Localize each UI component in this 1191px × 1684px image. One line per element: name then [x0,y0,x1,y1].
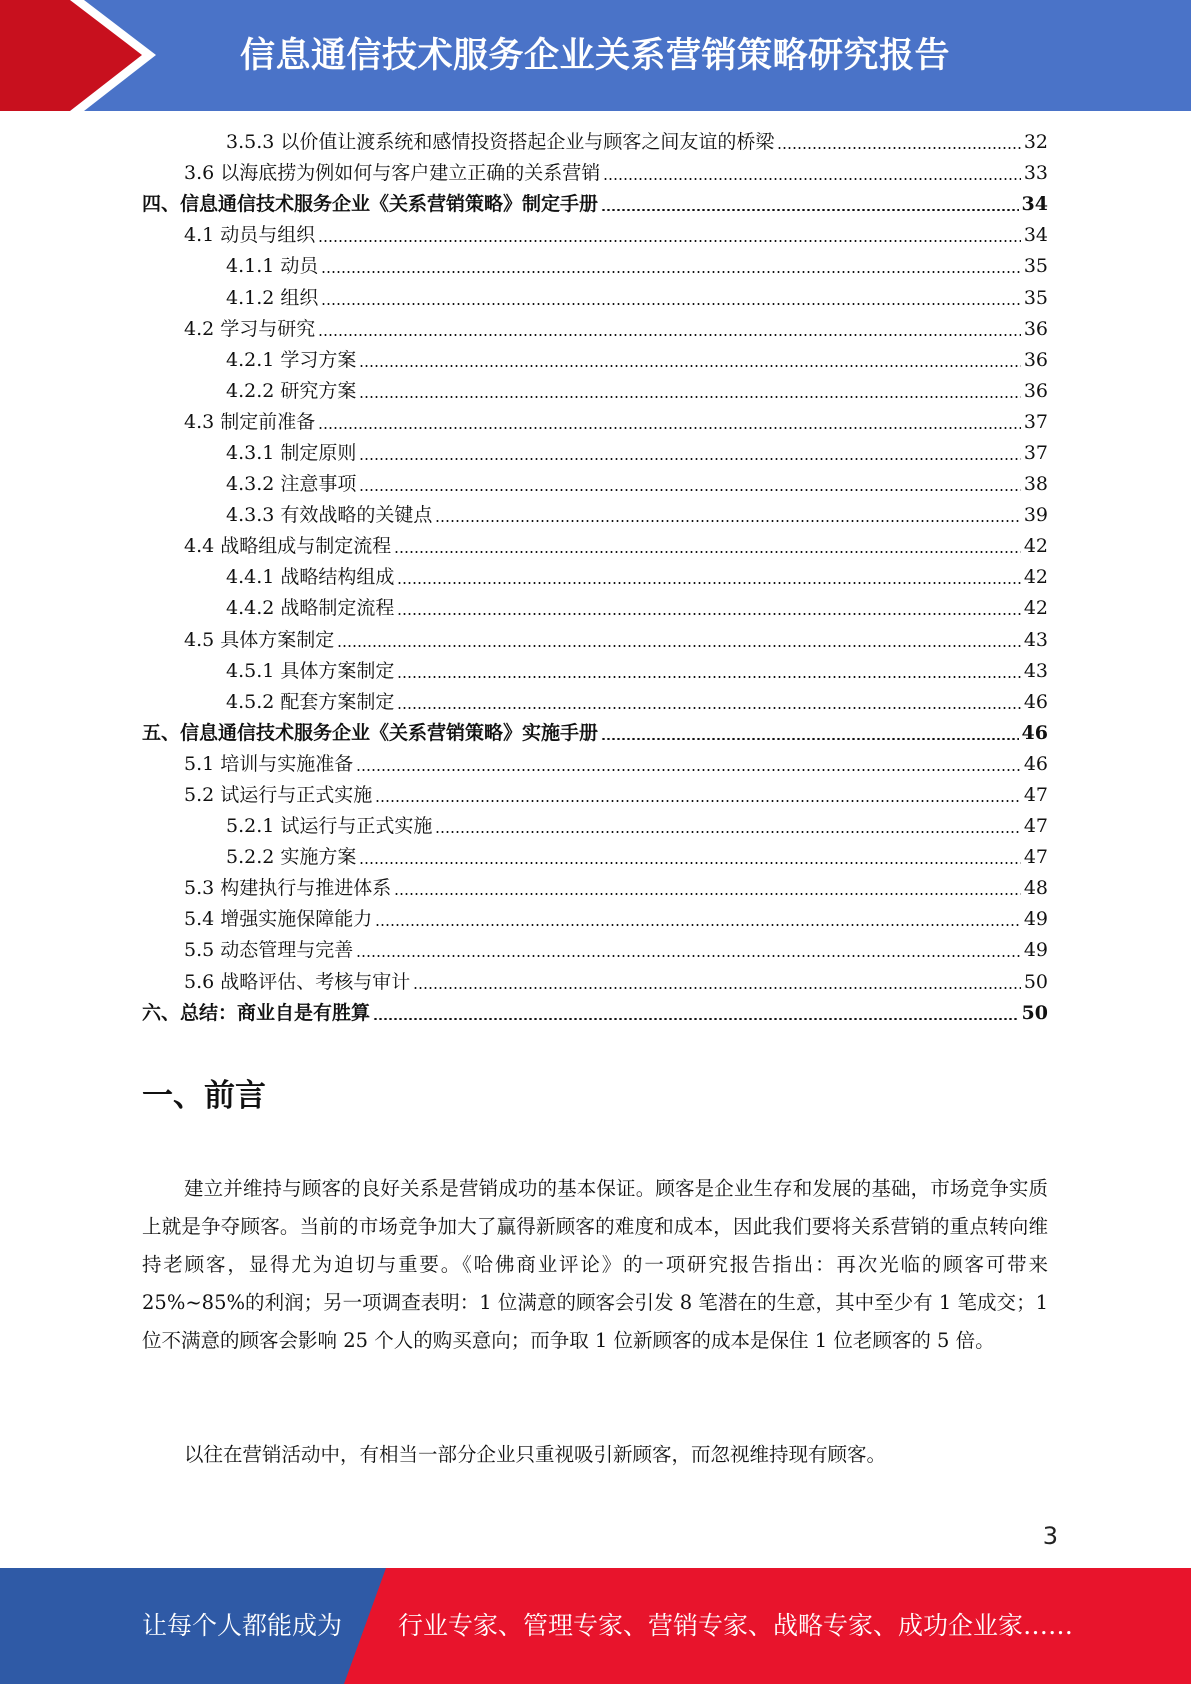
toc-entry-title: 4.5 具体方案制定 [184,628,335,651]
toc-dot-leader [321,303,1020,305]
toc-entry-title: 4.4.1 战略结构组成 [226,566,395,589]
footer-slogan-right: 行业专家、管理专家、营销专家、战略专家、成功企业家…… [398,1611,1074,1640]
toc-entry[interactable] [142,687,1048,718]
toc-dot-leader [397,707,1020,709]
toc-entry-page: 37 [1023,410,1048,433]
toc-entry-page: 47 [1023,846,1048,869]
toc-entry[interactable] [142,967,1048,998]
toc-entry-page: 47 [1023,815,1048,838]
toc-entry-title: 5.4 增强实施保障能力 [184,908,373,931]
toc-entry-title: 4.4 战略组成与制定流程 [184,535,392,558]
toc-entry-title: 4.2.1 学习方案 [226,348,357,371]
toc-entry-title: 四、信息通信技术服务企业《关系营销策略》制定手册 [142,193,599,216]
body-paragraph: 建立并维持与顾客的良好关系是营销成功的基本保证。顾客是企业生存和发展的基础，市场竞争实质上就是争夺顾客。当前的市场竞争加大了赢得新顾客的难度和成本，因此我们要将关系营销的重点转向维持老顾客，显得尤为迫切与重要。《哈佛商业评论》的一项研究报告指出：再次光临的顾客可带来 25%~85%的利润；另一项调查表明：1 位满意的顾客会引发 8 笔潜在的生意，其中至少有 1 笔成交；1 位不满意的顾客会影响 25 个人的购买意向；而争取 1 位新顾客的成本是保住 1 位老顾客的 5 倍。 [142,1177,1048,1352]
toc-entry-page: 35 [1023,255,1048,278]
toc-dot-leader [359,489,1020,491]
toc-entry[interactable] [142,127,1048,158]
toc-entry-page: 47 [1023,784,1048,807]
toc-entry-page: 36 [1023,348,1048,371]
page-number: 3 [1042,1522,1058,1550]
toc-entry-title: 4.5.1 具体方案制定 [226,659,395,682]
toc-entry-title: 4.3.2 注意事项 [226,473,357,496]
page-header [0,0,1191,111]
toc-entry-page: 37 [1023,441,1048,464]
toc-entry-title: 4.1.2 组织 [226,286,319,309]
toc-entry-title: 5.2 试运行与正式实施 [184,784,373,807]
toc-entry[interactable] [142,935,1048,966]
toc-entry-page: 33 [1023,162,1048,185]
toc-entry-page: 50 [1021,1001,1048,1024]
toc-dot-leader [356,769,1021,771]
toc-entry-page: 43 [1023,628,1048,651]
toc-entry-page: 42 [1023,597,1048,620]
section-heading: 一、前言 [142,1078,266,1114]
toc-dot-leader [359,862,1020,864]
toc-dot-leader [318,427,1021,429]
toc-dot-leader [435,831,1020,833]
toc-dot-leader [601,738,1019,740]
toc-entry-title: 4.1.1 动员 [226,255,319,278]
toc-entry-page: 49 [1023,908,1048,931]
toc-entry[interactable] [142,780,1048,811]
toc-entry-title: 五、信息通信技术服务企业《关系营销策略》实施手册 [142,721,599,744]
toc-entry[interactable] [142,407,1048,438]
toc-entry[interactable] [142,220,1048,251]
toc-dot-leader [321,271,1020,273]
toc-entry-title: 4.3.1 制定原则 [226,441,357,464]
toc-entry-page: 42 [1023,566,1048,589]
toc-entry-page: 49 [1023,939,1048,962]
toc-dot-leader [318,334,1021,336]
toc-entry-page: 48 [1023,877,1048,900]
toc-dot-leader [397,582,1020,584]
toc-dot-leader [397,613,1020,615]
toc-entry[interactable] [142,500,1048,531]
toc-dot-leader [359,396,1020,398]
toc-entry-page: 43 [1023,659,1048,682]
toc-dot-leader [373,1018,1019,1020]
toc-dot-leader [777,147,1020,149]
toc-entry[interactable] [142,842,1048,873]
toc-entry-page: 38 [1023,473,1048,496]
toc-entry-title: 4.4.2 战略制定流程 [226,597,395,620]
toc-entry-title: 4.2 学习与研究 [184,317,316,340]
toc-entry-page: 34 [1021,193,1048,216]
toc-entry[interactable] [142,873,1048,904]
toc-dot-leader [394,551,1021,553]
report-title: 信息通信技术服务企业关系营销策略研究报告 [240,36,951,76]
toc-entry-title: 3.5.3 以价值让渡系统和感情投资搭起企业与顾客之间友谊的桥梁 [226,131,775,154]
toc-entry-page: 34 [1023,224,1048,247]
toc-entry-page: 42 [1023,535,1048,558]
footer-slogan-left: 让每个人都能成为 [142,1611,343,1640]
toc-entry-title: 六、总结：商业自是有胜算 [142,1001,371,1024]
toc-entry[interactable] [142,593,1048,624]
toc-dot-leader [603,178,1021,180]
toc-dot-leader [397,676,1020,678]
toc-entry[interactable] [142,345,1048,376]
toc-entry-page: 46 [1023,690,1048,713]
toc-dot-leader [359,365,1020,367]
toc-dot-leader [601,209,1019,211]
toc-entry-title: 4.5.2 配套方案制定 [226,690,395,713]
toc-dot-leader [356,955,1021,957]
toc-dot-leader [359,458,1020,460]
toc-entry-title: 5.2.1 试运行与正式实施 [226,815,433,838]
toc-dot-leader [375,924,1021,926]
toc-entry[interactable] [142,282,1048,313]
table-of-contents [142,127,1048,1029]
toc-entry[interactable] [142,904,1048,935]
toc-entry-title: 4.2.2 研究方案 [226,379,357,402]
toc-entry[interactable] [142,438,1048,469]
toc-entry-page: 39 [1023,504,1048,527]
toc-entry[interactable] [142,562,1048,593]
toc-entry[interactable] [142,251,1048,282]
toc-entry-title: 5.6 战略评估、考核与审计 [184,970,411,993]
toc-entry-page: 36 [1023,379,1048,402]
toc-entry-title: 3.6 以海底捞为例如何与客户建立正确的关系营销 [184,162,601,185]
header-chevron-graphic [0,0,200,111]
toc-entry[interactable] [142,749,1048,780]
toc-entry[interactable] [142,376,1048,407]
toc-entry[interactable] [142,158,1048,189]
toc-dot-leader [318,240,1021,242]
toc-entry[interactable] [142,469,1048,500]
toc-entry-page: 46 [1023,752,1048,775]
body-paragraph: 以往在营销活动中，有相当一部分企业只重视吸引新顾客，而忽视维持现有顾客。 [184,1443,887,1466]
toc-dot-leader [413,987,1021,989]
toc-entry-page: 46 [1021,721,1048,744]
toc-entry[interactable] [142,531,1048,562]
toc-entry-title: 4.3.3 有效战略的关键点 [226,504,433,527]
toc-entry[interactable] [142,656,1048,687]
toc-entry-title: 5.1 培训与实施准备 [184,752,354,775]
toc-dot-leader [435,520,1020,522]
toc-entry-page: 36 [1023,317,1048,340]
toc-entry-title: 4.3 制定前准备 [184,410,316,433]
toc-entry[interactable] [142,189,1048,220]
toc-dot-leader [337,645,1021,647]
toc-entry[interactable] [142,811,1048,842]
toc-dot-leader [394,893,1021,895]
toc-entry-page: 35 [1023,286,1048,309]
toc-entry[interactable] [142,998,1048,1029]
toc-entry-page: 50 [1023,970,1048,993]
toc-entry-title: 4.1 动员与组织 [184,224,316,247]
toc-dot-leader [375,800,1021,802]
toc-entry-title: 5.5 动态管理与完善 [184,939,354,962]
toc-entry[interactable] [142,314,1048,345]
page-footer [0,1568,1191,1684]
toc-entry-title: 5.2.2 实施方案 [226,846,357,869]
toc-entry[interactable] [142,625,1048,656]
toc-entry[interactable] [142,718,1048,749]
toc-entry-page: 32 [1023,131,1048,154]
toc-entry-title: 5.3 构建执行与推进体系 [184,877,392,900]
